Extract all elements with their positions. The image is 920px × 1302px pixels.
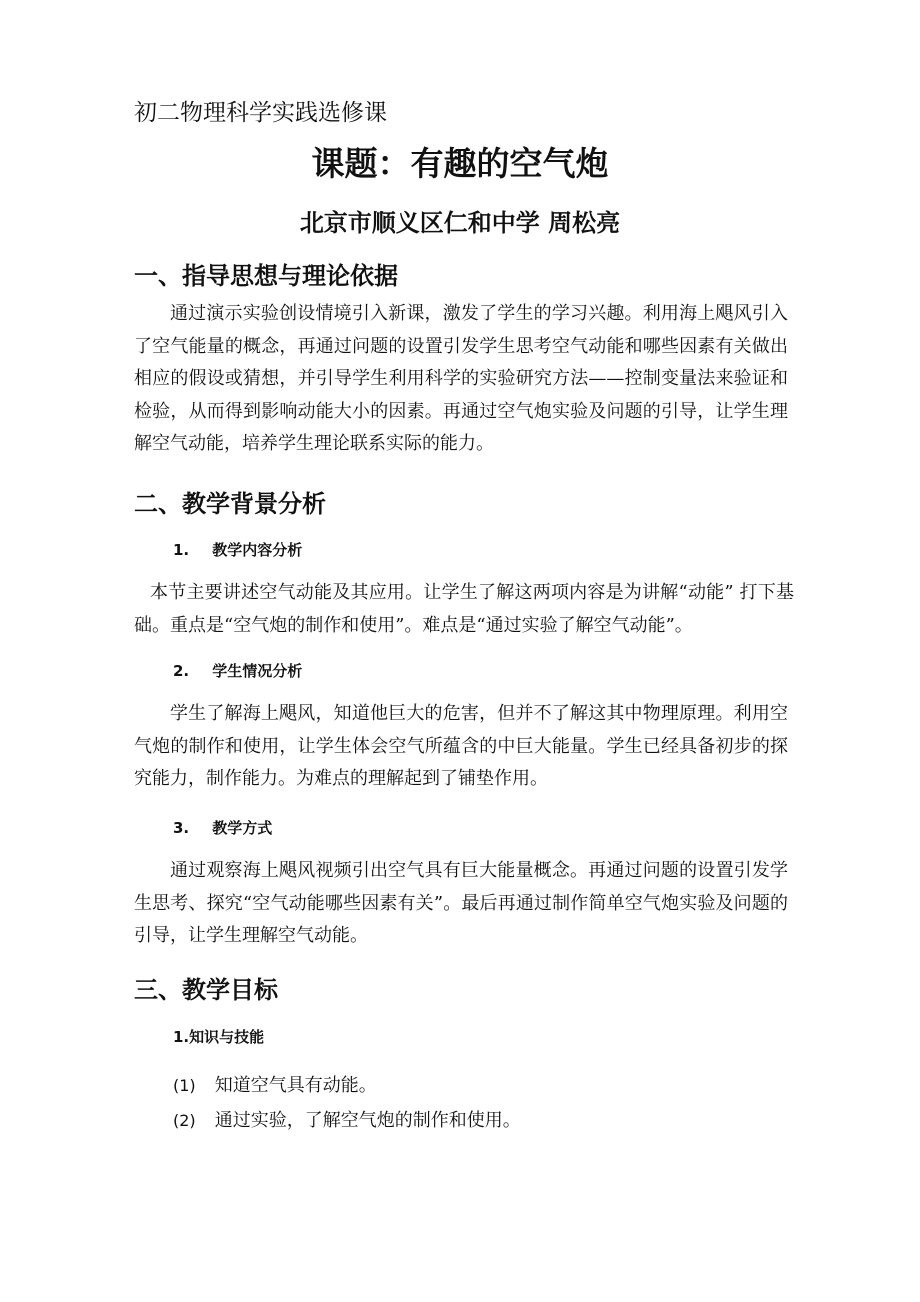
section-heading-teaching-objectives: 三、教学目标 bbox=[134, 976, 278, 1004]
subsection-title: 教学方式 bbox=[212, 819, 273, 837]
list-item-text: 知道空气具有动能。 bbox=[214, 1075, 377, 1096]
subsection-paragraph-teaching-method: 通过观察海上飓风视频引出空气具有巨大能量概念。再通过问题的设置引发学生思考、探究“空气动能哪些因素有关”。最后再通过制作简单空气炮实验及问题的引导，让学生理解空气动能。 bbox=[134, 860, 788, 946]
list-item bbox=[173, 1106, 521, 1132]
document-title: 课题：有趣的空气炮 bbox=[311, 144, 609, 183]
document-author: 北京市顺义区仁和中学 周松亮 bbox=[299, 209, 621, 237]
list-item-number: (1) bbox=[173, 1076, 196, 1095]
section-paragraph-guiding-ideology: 通过演示实验创设情境引入新课，激发了学生的学习兴趣。利用海上飓风引入了空气能量的概念，再通过问题的设置引发学生思考空气动能和哪些因素有关做出相应的假设或猜想，并引导学生利用科学的实验研究方法——控制变量法来验证和检验，从而得到影响动能大小的因素。再通过空气炮实验及问题的引导，让学生理解空气动能，培养学生理论联系实际的能力。 bbox=[134, 303, 788, 454]
list-item-text: 通过实验，了解空气炮的制作和使用。 bbox=[214, 1110, 521, 1131]
subsection-heading-content-analysis bbox=[173, 539, 302, 560]
subsection-title: 教学内容分析 bbox=[212, 541, 303, 559]
subsection-number: 1. bbox=[173, 541, 190, 559]
subsection-paragraph-student-analysis: 学生了解海上飓风，知道他巨大的危害，但并不了解这其中物理原理。利用空气炮的制作和使用，让学生体会空气所蕴含的中巨大能量。学生已经具备初步的探究能力，制作能力。为难点的理解起到了铺垫作用。 bbox=[134, 703, 788, 789]
subsection-heading-student-analysis bbox=[173, 660, 302, 681]
subsection-heading-teaching-method bbox=[173, 817, 272, 838]
subsection-paragraph-content-analysis: 本节主要讲述空气动能及其应用。让学生了解这两项内容是为讲解“动能” 打下基础。重点是“空气炮的制作和使用”。难点是“通过实验了解空气动能”。 bbox=[134, 582, 794, 636]
section-heading-teaching-background: 二、教学背景分析 bbox=[134, 490, 326, 518]
subsection-title: 学生情况分析 bbox=[212, 662, 303, 680]
subsection-heading-knowledge-skills: 1.知识与技能 bbox=[173, 1028, 265, 1046]
section-heading-guiding-ideology: 一、指导思想与理论依据 bbox=[134, 262, 398, 290]
list-item-number: (2) bbox=[173, 1111, 196, 1130]
subsection-number: 2. bbox=[173, 662, 190, 680]
list-item bbox=[173, 1071, 377, 1097]
subsection-number: 3. bbox=[173, 819, 190, 837]
course-label: 初二物理科学实践选修课 bbox=[134, 100, 387, 126]
